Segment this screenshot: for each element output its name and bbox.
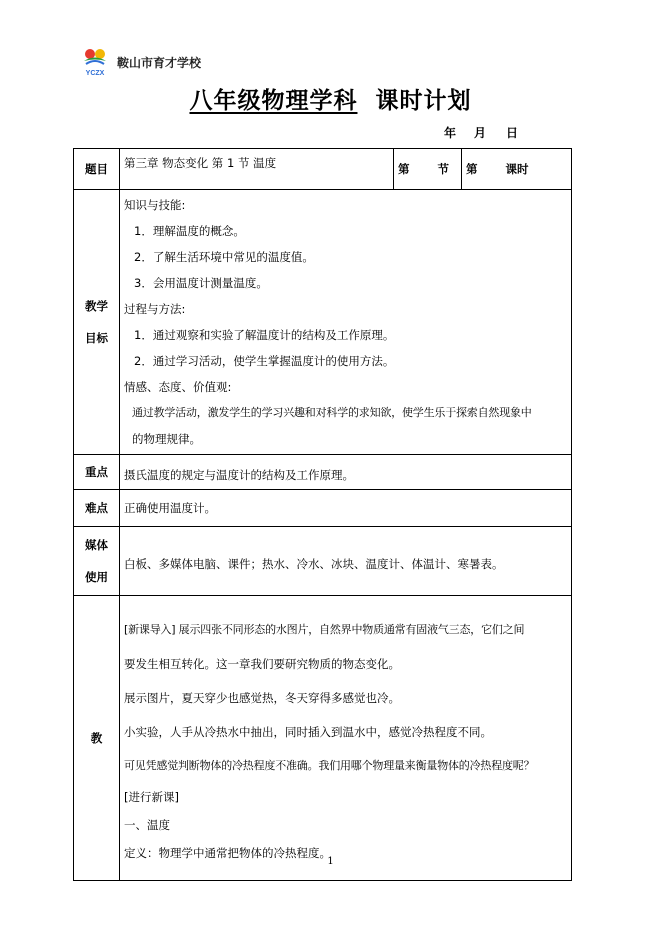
period-suffix: 课时: [505, 162, 529, 176]
media-content: 白板、多媒体电脑、课件；热水、冷水、冰块、温度计、体温计、寒暑表。: [120, 527, 572, 596]
title-subject: 八年级物理学科: [189, 88, 358, 114]
objective-line: 知识与技能:: [124, 198, 186, 212]
topic-content: 第三章 物态变化 第 1 节 温度: [120, 149, 394, 190]
teaching-line: [进行新课]: [124, 790, 179, 804]
teaching-line: 一、温度: [124, 818, 170, 832]
table-row-difficulty: [74, 490, 572, 527]
period-cell: [462, 149, 572, 190]
date-month: 月: [474, 126, 487, 140]
teaching-content: [120, 596, 572, 881]
objectives-content: [120, 190, 572, 455]
objective-line: 1．理解温度的概念。: [134, 224, 245, 238]
title-plan: 课时计划: [375, 88, 472, 114]
label-media-1: 媒体: [85, 538, 108, 552]
teaching-line: 要发生相互转化。这一章我们要研究物质的物态变化。: [124, 657, 400, 671]
school-name: 鞍山市育才学校: [117, 56, 202, 70]
period-prefix: 第: [466, 162, 478, 176]
table-row-teaching: [74, 596, 572, 881]
date-year: 年: [444, 126, 457, 140]
label-difficulty: 难点: [74, 490, 120, 527]
table-row-topic: [74, 149, 572, 190]
table-row-key-point: [74, 455, 572, 490]
objective-line: 的物理规律。: [132, 432, 201, 446]
section-cell: [394, 149, 462, 190]
label-objectives-2: 目标: [85, 331, 108, 345]
label-objectives-1: 教学: [85, 299, 108, 313]
school-logo: [78, 44, 112, 78]
label-key-point: 重点: [74, 455, 120, 490]
objective-line: 3．会用温度计测量温度。: [134, 276, 268, 290]
teaching-line: 小实验，人手从冷热水中抽出，同时插入到温水中，感觉冷热程度不同。: [124, 725, 492, 739]
page-title: [0, 82, 661, 115]
teaching-line: 定义：物理学中通常把物体的冷热程度。: [124, 846, 331, 860]
section-prefix: 第: [398, 162, 410, 176]
objective-line: 2．通过学习活动，使学生掌握温度计的使用方法。: [134, 354, 395, 368]
date-day: 日: [506, 126, 519, 140]
lesson-plan-table: [73, 148, 572, 881]
difficulty-content: 正确使用温度计。: [120, 490, 572, 527]
teaching-line: [新课导入] 展示四张不同形态的水图片，自然界中物质通常有固液气三态，它们之间: [124, 623, 525, 636]
table-row-media: [74, 527, 572, 596]
objective-line: 通过教学活动，激发学生的学习兴趣和对科学的求知欲，使学生乐于探索自然现象中: [132, 406, 532, 419]
label-objectives: [74, 190, 120, 455]
table-row-objectives: [74, 190, 572, 455]
label-media-2: 使用: [85, 570, 108, 584]
key-point-content: 摄氏温度的规定与温度计的结构及工作原理。: [120, 455, 572, 490]
label-topic: 题目: [74, 149, 120, 190]
label-media: [74, 527, 120, 596]
objective-line: 过程与方法:: [124, 302, 186, 316]
objective-line: 1．通过观察和实验了解温度计的结构及工作原理。: [134, 328, 395, 342]
page-number: 1: [327, 856, 334, 867]
teaching-line: 展示图片，夏天穿少也感觉热，冬天穿得多感觉也冷。: [124, 691, 400, 705]
label-teaching: 教: [74, 596, 120, 881]
teaching-line: 可见凭感觉判断物体的冷热程度不准确。我们用哪个物理量来衡量物体的冷热程度呢？: [124, 759, 535, 772]
objective-line: 2．了解生活环境中常见的温度值。: [134, 250, 314, 264]
objective-line: 情感、态度、价值观:: [124, 380, 232, 394]
section-suffix: 节: [437, 162, 450, 176]
logo-text: YCZX: [85, 70, 105, 77]
